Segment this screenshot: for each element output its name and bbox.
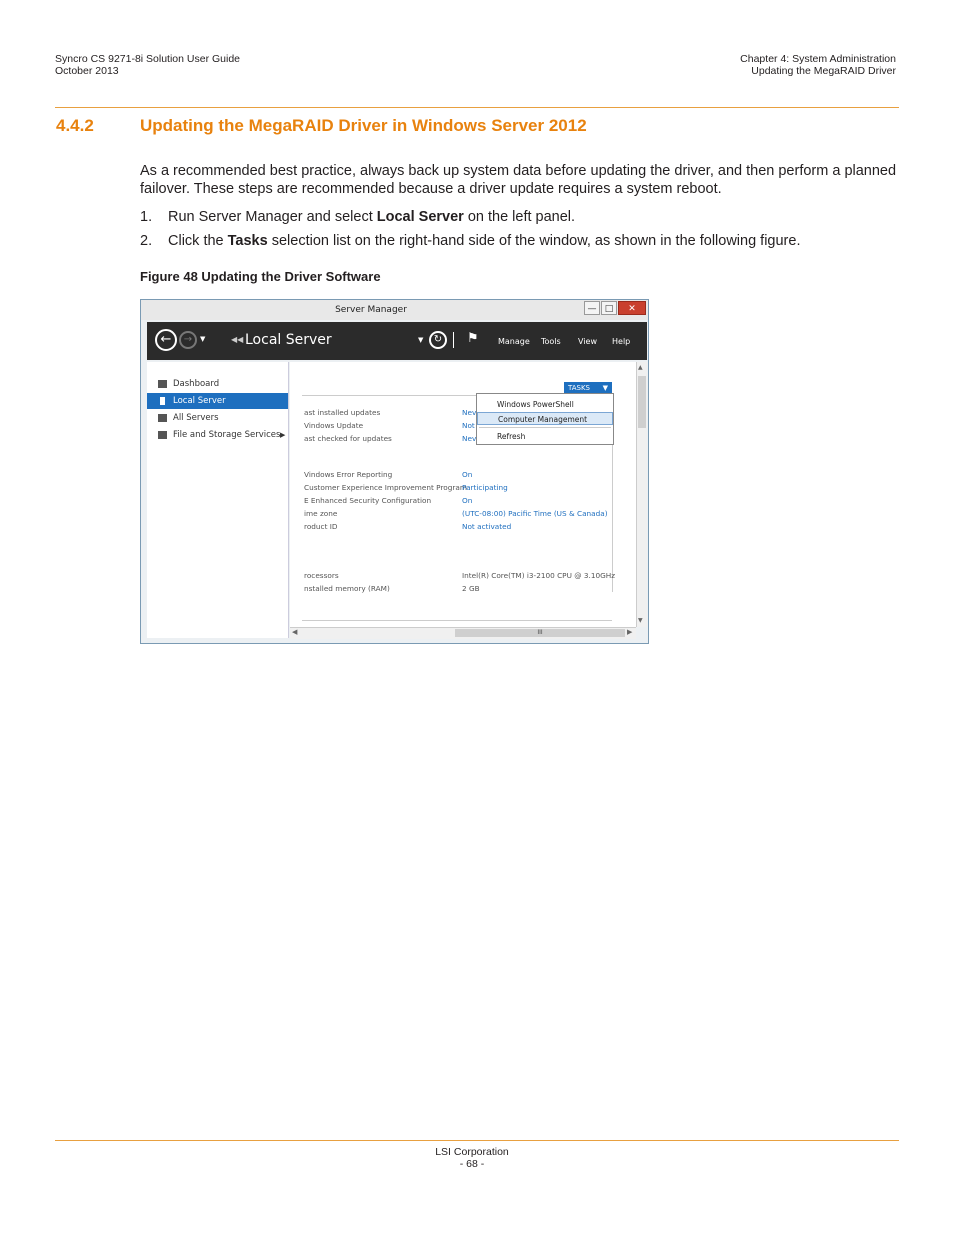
scroll-thumb[interactable] xyxy=(638,376,646,428)
running-header-left xyxy=(55,53,240,77)
property-label: roduct ID xyxy=(304,522,338,531)
property-label: E Enhanced Security Configuration xyxy=(304,496,432,505)
back-arrow-icon[interactable]: ← xyxy=(155,329,177,351)
chapter-title: Chapter 4: System Administration xyxy=(740,53,896,65)
menu-help[interactable]: Help xyxy=(612,337,631,346)
step-number: 1. xyxy=(140,209,153,225)
header-rule xyxy=(55,107,899,108)
step-text: selection list on the right-hand side of the window, as shown in the following figure. xyxy=(267,233,801,249)
step-number: 2. xyxy=(140,233,153,249)
scroll-right-icon[interactable]: ▶ xyxy=(627,628,633,636)
scroll-left-icon[interactable]: ◀ xyxy=(292,628,298,636)
property-value: 2 GB xyxy=(462,584,480,593)
server-manager-screenshot xyxy=(140,299,649,644)
tasks-label: TASKS xyxy=(568,384,590,392)
forward-arrow-icon[interactable]: → xyxy=(179,331,197,349)
section-number: 4.4.2 xyxy=(56,116,94,135)
property-value[interactable]: Nev xyxy=(462,408,477,417)
property-value[interactable]: (UTC-08:00) Pacific Time (US & Canada) xyxy=(462,509,608,518)
property-label: ast installed updates xyxy=(304,408,381,417)
property-value: Intel(R) Core(TM) i3-2100 CPU @ 3.10GHz xyxy=(462,571,616,580)
minimize-icon[interactable]: — xyxy=(584,301,600,315)
nav-dropdown-icon[interactable]: ▼ xyxy=(200,335,206,343)
sidebar-item-label: All Servers xyxy=(173,413,219,423)
dashboard-icon xyxy=(158,380,167,388)
menu-separator xyxy=(479,427,611,428)
page-number: - 68 - xyxy=(459,1158,485,1170)
property-value[interactable]: On xyxy=(462,470,473,479)
page-footer xyxy=(0,1146,944,1170)
app-title: Local Server xyxy=(245,332,332,348)
sidebar-item-dashboard[interactable] xyxy=(147,376,288,392)
property-label: ast checked for updates xyxy=(304,434,392,443)
tasks-menu xyxy=(476,393,614,445)
property-label: Customer Experience Improvement Program xyxy=(304,483,467,492)
scroll-down-icon[interactable]: ▼ xyxy=(638,617,643,624)
chevron-right-icon: ▶ xyxy=(280,431,286,439)
window-title: Server Manager xyxy=(335,305,407,315)
scroll-thumb-horizontal[interactable]: III xyxy=(455,629,625,637)
sidebar-item-label: Dashboard xyxy=(173,379,220,389)
sidebar-item-label: File and Storage Services xyxy=(173,430,281,440)
maximize-icon[interactable]: □ xyxy=(601,301,617,315)
scroll-up-icon[interactable]: ▲ xyxy=(638,364,643,371)
menu-item-computer-management[interactable]: Computer Management xyxy=(477,412,613,425)
property-label: rocessors xyxy=(304,571,339,580)
property-value[interactable]: Not activated xyxy=(462,522,512,531)
step-1 xyxy=(140,208,900,226)
step-bold: Local Server xyxy=(376,209,464,225)
doc-date: October 2013 xyxy=(55,65,119,77)
property-value[interactable]: Nev xyxy=(462,434,477,443)
sidebar-item-label: Local Server xyxy=(173,396,226,406)
intro-paragraph xyxy=(140,162,900,198)
doc-title: Syncro CS 9271-8i Solution User Guide xyxy=(55,53,241,65)
sidebar-item-local-server[interactable] xyxy=(147,393,288,409)
menu-tools[interactable]: Tools xyxy=(541,337,561,346)
breadcrumb-chevron-icon: ◀◀ xyxy=(231,335,244,344)
company-name: LSI Corporation xyxy=(435,1146,509,1158)
property-label: Vindows Error Reporting xyxy=(304,470,393,479)
vertical-scrollbar[interactable] xyxy=(636,362,647,627)
step-text: Run Server Manager and select xyxy=(168,209,377,225)
step-bold: Tasks xyxy=(227,233,268,249)
flag-icon[interactable]: ⚑ xyxy=(467,331,479,346)
property-label: nstalled memory (RAM) xyxy=(304,584,390,593)
step-text: on the left panel. xyxy=(463,209,576,225)
step-2 xyxy=(140,232,900,250)
intro-line-1: As a recommended best practice, always back up system data before updating the driver, and then perform a planned xyxy=(140,163,897,179)
section-heading xyxy=(56,116,587,136)
sidebar xyxy=(147,362,289,638)
section-title: Updating the MegaRAID Driver in Windows Server 2012 xyxy=(140,116,587,135)
menu-item-powershell[interactable]: Windows PowerShell xyxy=(497,400,574,409)
step-text: Click the xyxy=(168,233,228,249)
app-toolbar xyxy=(147,322,647,360)
menu-view[interactable]: View xyxy=(578,337,597,346)
chevron-down-icon: ▼ xyxy=(602,384,608,392)
section-name: Updating the MegaRAID Driver xyxy=(751,65,896,77)
property-value[interactable]: Participating xyxy=(462,483,508,492)
property-label: ime zone xyxy=(304,509,338,518)
footer-rule xyxy=(55,1140,899,1141)
panel-bottom-border xyxy=(302,620,612,621)
server-icon xyxy=(160,397,165,405)
running-header-right xyxy=(740,53,896,77)
property-value[interactable]: Not xyxy=(462,421,475,430)
title-dropdown-icon[interactable]: ▼ xyxy=(418,336,424,344)
servers-icon xyxy=(158,414,167,422)
property-label: Vindows Update xyxy=(304,421,364,430)
sidebar-item-file-storage[interactable] xyxy=(147,427,288,443)
property-value[interactable]: On xyxy=(462,496,473,505)
horizontal-scrollbar[interactable] xyxy=(290,627,636,639)
sidebar-item-all-servers[interactable] xyxy=(147,410,288,426)
close-icon[interactable]: ✕ xyxy=(618,301,646,315)
refresh-icon[interactable]: ↻ xyxy=(429,331,447,349)
toolbar-divider xyxy=(453,332,454,348)
menu-manage[interactable]: Manage xyxy=(498,337,530,346)
menu-item-refresh[interactable]: Refresh xyxy=(497,432,526,441)
figure-caption: Figure 48 Updating the Driver Software xyxy=(140,269,381,284)
intro-line-2: failover. These steps are recommended because a driver update requires a system reboot. xyxy=(140,181,722,197)
storage-icon xyxy=(158,431,167,439)
window-titlebar xyxy=(141,300,648,320)
